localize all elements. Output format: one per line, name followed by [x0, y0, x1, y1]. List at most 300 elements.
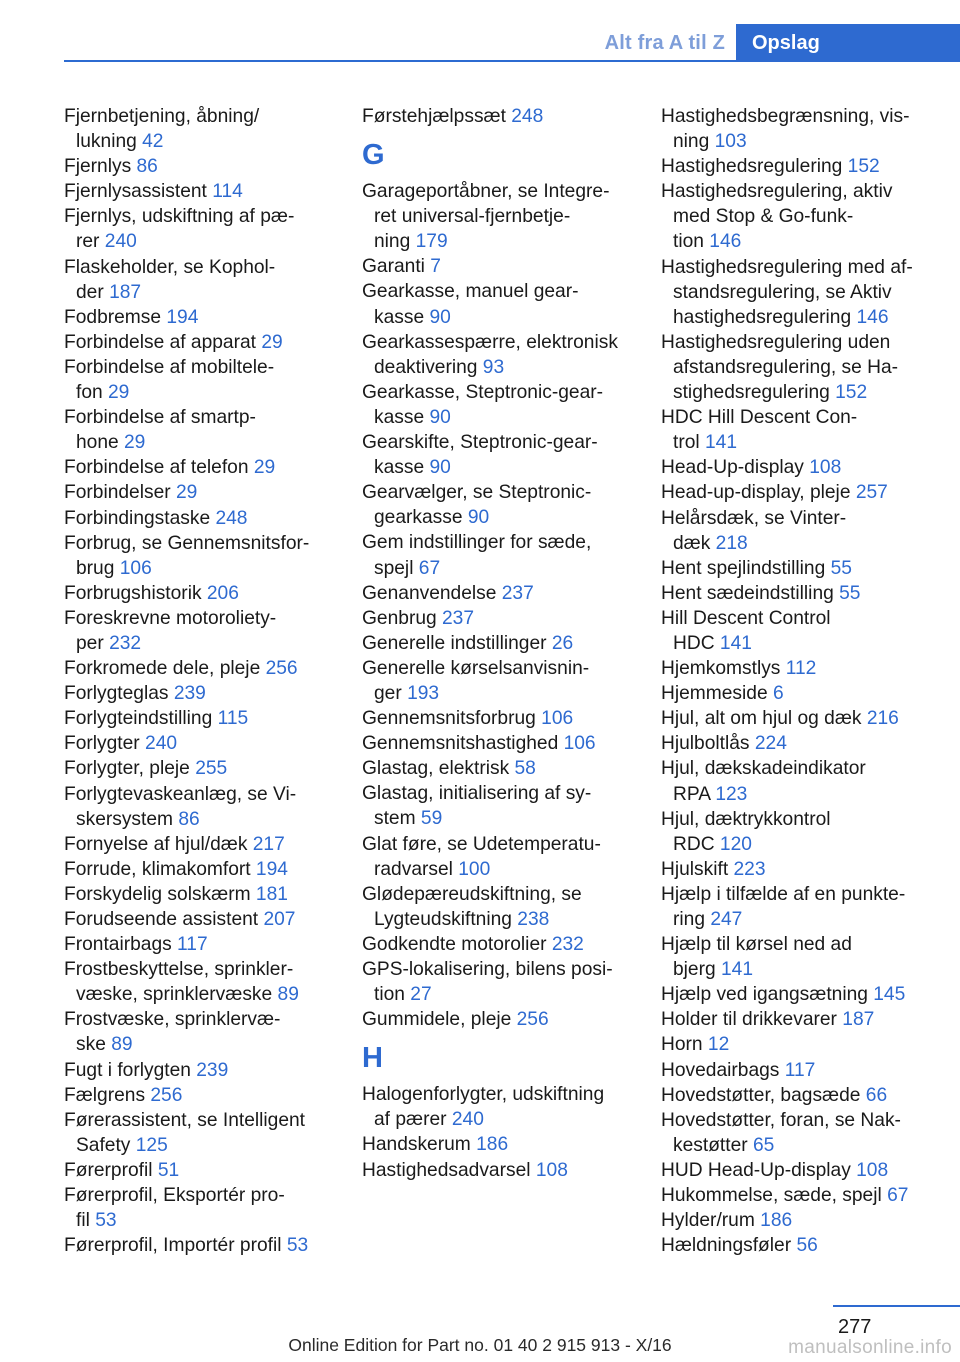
entry-text: Førerprofil, Importér profil — [64, 1235, 287, 1257]
entry-text: stighedsregulering — [673, 382, 836, 404]
entry-text: Hastighedsadvarsel — [362, 1159, 536, 1181]
entry-text: Forlygter, pleje — [64, 758, 196, 780]
page-reference-link[interactable]: 206 — [206, 582, 239, 604]
page-reference-link[interactable]: 152 — [835, 382, 868, 404]
page-reference-link[interactable]: 51 — [157, 1159, 180, 1181]
index-entry — [661, 581, 951, 606]
page-reference-link[interactable]: 42 — [142, 131, 164, 153]
index-entry — [661, 1233, 951, 1258]
page-reference-link[interactable]: 106 — [119, 557, 152, 579]
index-entry — [661, 455, 951, 480]
entry-text: gearkasse — [374, 507, 468, 529]
index-entry — [362, 756, 634, 781]
page-reference-link[interactable]: 27 — [410, 984, 432, 1006]
index-entry — [661, 480, 951, 505]
page-reference-link[interactable]: 186 — [760, 1210, 793, 1232]
page-reference-link[interactable]: 240 — [145, 733, 178, 755]
page-reference-link[interactable]: 112 — [785, 658, 817, 680]
page-reference-link[interactable]: 120 — [719, 833, 752, 855]
entry-text: der — [76, 281, 110, 303]
page-reference-link[interactable]: 186 — [476, 1134, 509, 1156]
entries-f — [64, 104, 334, 1258]
page-reference-link[interactable]: 117 — [784, 1059, 816, 1081]
entry-text: Gennemsnitshastighed — [362, 733, 564, 755]
page-reference-link[interactable]: 67 — [418, 557, 441, 579]
entry-text: Forudseende assistent — [64, 909, 264, 930]
index-entry — [661, 1032, 951, 1057]
page-reference-link[interactable]: 59 — [420, 808, 443, 830]
index-entry — [362, 656, 634, 706]
index-entry — [64, 305, 334, 330]
index-entry — [64, 1058, 334, 1083]
entry-text: spejl — [374, 557, 419, 579]
entry-text: Frontairbags — [64, 934, 178, 956]
page-reference-link[interactable]: 65 — [752, 1134, 775, 1156]
page-reference-link[interactable]: 53 — [286, 1235, 309, 1257]
entry-text: dæk — [673, 532, 716, 554]
index-entry — [661, 982, 951, 1007]
entry-text: Hent sædeindstilling — [661, 582, 840, 604]
entry-text: stem — [374, 808, 421, 830]
page-reference-link[interactable]: 12 — [707, 1034, 730, 1056]
page-reference-link[interactable]: 248 — [511, 106, 544, 127]
index-entry — [661, 506, 951, 556]
entry-text: radvarsel — [374, 858, 459, 880]
entry-text: hastighedsregulering — [673, 306, 857, 328]
page-reference-link[interactable]: 240 — [104, 231, 137, 253]
entry-text: Gearkassespærre, elektronisk — [362, 331, 618, 353]
entry-text: skersystem — [76, 808, 179, 830]
page-reference-link[interactable]: 29 — [253, 457, 276, 479]
index-entry — [661, 1158, 951, 1183]
entry-text: Forlygter — [64, 733, 146, 755]
entry-text: Hukommelse, sæde, spejl — [661, 1185, 888, 1207]
index-entry — [661, 1007, 951, 1032]
index-entry — [64, 330, 334, 355]
index-entry — [362, 781, 634, 831]
page-reference-link[interactable]: 187 — [109, 281, 142, 303]
page-reference-link[interactable]: 141 — [719, 632, 752, 654]
entry-text: Foreskrevne motoroliety- — [64, 607, 277, 629]
entry-text: Forlygteindstilling — [64, 708, 218, 730]
index-entry — [64, 405, 334, 455]
entry-text: Hylder/rum — [661, 1210, 761, 1232]
page-reference-link[interactable]: 29 — [108, 382, 130, 404]
entry-text: Glastag, elektrisk — [362, 758, 515, 780]
index-entry — [64, 882, 334, 907]
page-reference-link[interactable]: 194 — [166, 306, 199, 328]
entry-text: Hjemkomstlys — [661, 658, 786, 680]
entry-text: Generelle kørselsanvisnin- — [362, 657, 590, 679]
page-reference-link[interactable]: 117 — [177, 934, 208, 956]
page-reference-link[interactable]: 232 — [551, 933, 584, 955]
entry-text: Fjernbetjening, åbning/ — [64, 106, 260, 127]
index-entry — [64, 606, 334, 656]
entry-text: tion — [673, 231, 710, 253]
page-reference-link[interactable]: 239 — [196, 1059, 229, 1081]
page-reference-link[interactable]: 67 — [887, 1185, 909, 1207]
chapter-tab: Opslag — [736, 24, 960, 62]
index-entry — [362, 1132, 634, 1157]
entry-text: Helårsdæk, se Vinter- — [661, 507, 847, 529]
page-reference-link[interactable]: 29 — [124, 432, 146, 454]
entry-text: Head-up-display, pleje — [661, 482, 856, 504]
page-reference-link[interactable]: 152 — [847, 156, 880, 178]
entry-text: Lygteudskiftning — [374, 908, 518, 930]
index-column-2 — [362, 104, 634, 1183]
entry-text: lukning — [76, 131, 143, 153]
entry-text: Hjul, dæktrykkontrol — [661, 808, 831, 830]
index-entry — [64, 1183, 334, 1233]
page-reference-link[interactable]: 66 — [865, 1084, 888, 1106]
page-reference-link[interactable]: 247 — [710, 909, 743, 930]
entry-text: Forkromede dele, pleje — [64, 658, 266, 680]
entries-h — [362, 1082, 634, 1182]
index-entry — [362, 480, 634, 530]
index-entry — [661, 179, 951, 254]
index-entry — [362, 581, 634, 606]
index-entry — [362, 1007, 634, 1032]
index-entry — [64, 1007, 334, 1057]
page-reference-link[interactable]: 103 — [714, 131, 747, 153]
entry-text: kestøtter — [673, 1134, 753, 1156]
entry-text: Glat føre, se Udetemperatu- — [362, 833, 601, 855]
index-entry — [362, 1082, 634, 1132]
index-column-1 — [64, 104, 334, 1258]
entry-text: Forbrug, se Gennemsnitsfor- — [64, 532, 310, 554]
footer-edition: Online Edition for Part no. 01 40 2 915 913 - X/16 — [288, 1335, 672, 1355]
page-reference-link[interactable]: 145 — [873, 984, 906, 1006]
entry-text: Fugt i forlygten — [64, 1059, 197, 1081]
index-entry — [64, 1158, 334, 1183]
entry-text: Hastighedsbegrænsning, vis- — [661, 106, 910, 127]
entry-text: deaktivering — [374, 356, 483, 378]
index-entry — [661, 656, 951, 681]
page-reference-link[interactable]: 194 — [255, 858, 288, 880]
entry-text: RDC — [673, 833, 720, 855]
index-entry — [362, 882, 634, 932]
entry-text: Gem indstillinger for sæde, — [362, 532, 592, 554]
entry-text: Hastighedsregulering med af- — [661, 256, 913, 278]
index-entry — [661, 1183, 951, 1208]
index-entry — [64, 832, 334, 857]
entry-text: Glødepæreudskiftning, se — [362, 883, 582, 905]
entry-text: ret universal-fjernbetje- — [374, 206, 571, 228]
entries-g — [362, 179, 634, 1032]
page-reference-link[interactable]: 90 — [467, 507, 490, 529]
index-entry — [362, 179, 634, 254]
index-entry — [64, 355, 334, 405]
entry-text: Hældningsføler — [661, 1235, 797, 1257]
entry-text: fil — [76, 1210, 96, 1232]
entry-text: Hjælp ved igangsætning — [661, 984, 874, 1006]
section-letter-g: G — [362, 139, 385, 172]
entry-text: fon — [76, 382, 109, 404]
page-reference-link[interactable]: 141 — [705, 432, 738, 454]
index-entry — [661, 706, 951, 731]
index-entry — [64, 480, 334, 505]
page-reference-link[interactable]: 146 — [856, 306, 889, 328]
entry-text: rer — [76, 231, 105, 253]
index-entry — [64, 455, 334, 480]
page-reference-link[interactable]: 55 — [839, 582, 861, 604]
index-entry — [64, 706, 334, 731]
page-reference-link[interactable]: 223 — [733, 858, 766, 880]
entry-text: Hovedstøtter, bagsæde — [661, 1084, 866, 1106]
entry-text: Horn — [661, 1034, 708, 1056]
entry-text: Fjernlys, udskiftning af pæ- — [64, 206, 295, 228]
entry-text: Fælgrens — [64, 1084, 151, 1106]
entry-text: af pærer — [374, 1109, 452, 1131]
page-reference-link[interactable]: 146 — [709, 231, 742, 253]
page-reference-link[interactable]: 239 — [173, 683, 206, 705]
entry-text: Garanti — [362, 256, 431, 278]
section-letter-h: H — [362, 1042, 383, 1075]
index-entry — [362, 104, 634, 129]
page-reference-link[interactable]: 218 — [715, 532, 748, 554]
entry-text: Godkendte motorolier — [362, 933, 552, 955]
entry-text: Flaskeholder, se Kophol- — [64, 256, 276, 278]
entry-text: Førerprofil, Eksportér pro- — [64, 1185, 285, 1207]
entry-text: brug — [76, 557, 120, 579]
index-entry — [661, 681, 951, 706]
index-entry — [64, 731, 334, 756]
entry-text: kasse — [374, 457, 430, 479]
page-reference-link[interactable]: 115 — [217, 708, 249, 730]
entry-text: Genanvendelse — [362, 582, 502, 604]
page-reference-link[interactable]: 90 — [429, 406, 451, 428]
section-title: Alt fra A til Z — [604, 32, 725, 54]
index-entry — [362, 832, 634, 882]
entry-text: kasse — [374, 406, 430, 428]
entry-text: Hjul, alt om hjul og dæk — [661, 708, 867, 730]
entry-text: Generelle indstillinger — [362, 632, 552, 654]
entry-text: Gearkasse, manuel gear- — [362, 281, 579, 303]
entry-text: Førerprofil — [64, 1159, 158, 1181]
entry-text: Hovedstøtter, foran, se Nak- — [661, 1109, 901, 1131]
entry-text: Førstehjælpssæt — [362, 106, 512, 127]
index-entry — [661, 1058, 951, 1083]
index-entry — [362, 380, 634, 430]
index-entry — [661, 556, 951, 581]
entry-text: Forlygtevaskeanlæg, se Vi- — [64, 783, 297, 805]
page-reference-link[interactable]: 106 — [541, 708, 574, 730]
index-entry — [661, 756, 951, 806]
index-entry — [362, 254, 634, 279]
entry-text: Hastighedsregulering, aktiv — [661, 181, 893, 203]
index-entry — [64, 179, 334, 204]
page-reference-link[interactable]: 100 — [458, 858, 491, 880]
index-entry — [661, 731, 951, 756]
entry-text: Fodbremse — [64, 306, 167, 328]
page-reference-link[interactable]: 106 — [563, 733, 596, 755]
entry-text: trol — [673, 432, 705, 454]
index-entry — [362, 932, 634, 957]
index-entry — [64, 506, 334, 531]
entry-text: Hjul, dækskadeindikator — [661, 758, 866, 780]
index-entry — [362, 706, 634, 731]
entry-text: per — [76, 632, 110, 654]
page-reference-link[interactable]: 89 — [277, 984, 299, 1006]
entry-text: Forbindelse af mobiltele- — [64, 356, 275, 378]
entry-text: ning — [374, 231, 416, 253]
entry-text: Fjernlysassistent — [64, 181, 213, 203]
index-entry — [64, 104, 334, 154]
page-reference-link[interactable]: 224 — [754, 733, 787, 755]
page-reference-link[interactable]: 29 — [175, 482, 198, 504]
page-reference-link[interactable]: 216 — [866, 708, 899, 730]
index-entry — [661, 154, 951, 179]
page-reference-link[interactable]: 193 — [407, 682, 440, 704]
page-reference-link[interactable]: 248 — [215, 507, 248, 529]
page-reference-link[interactable]: 55 — [830, 557, 852, 579]
entry-text: ning — [673, 131, 715, 153]
page-reference-link[interactable]: 256 — [150, 1084, 183, 1106]
page-reference-link[interactable]: 108 — [535, 1159, 568, 1181]
page-reference-link[interactable]: 256 — [265, 658, 298, 680]
page-reference-link[interactable]: 181 — [255, 883, 288, 905]
page-reference-link[interactable]: 237 — [501, 582, 534, 604]
entry-text: afstandsregulering, se Ha- — [673, 356, 899, 378]
entry-text: Hovedairbags — [661, 1059, 785, 1081]
index-entry — [64, 154, 334, 179]
index-entry — [661, 104, 951, 154]
index-entry — [661, 1083, 951, 1108]
index-entry — [661, 606, 951, 656]
page-reference-link[interactable]: 90 — [429, 306, 451, 328]
entry-text: Safety — [76, 1134, 136, 1156]
page-reference-link[interactable]: 53 — [95, 1210, 117, 1232]
index-entry — [64, 1233, 334, 1258]
entry-text: Forskydelig solskærm — [64, 883, 256, 905]
page-reference-link[interactable]: 89 — [111, 1034, 133, 1056]
entry-text: Hjulskift — [661, 858, 734, 880]
entry-text: Fornyelse af hjul/dæk — [64, 833, 253, 855]
page-reference-link[interactable]: 217 — [252, 833, 285, 855]
page-reference-link[interactable]: 90 — [429, 457, 451, 479]
index-column-3 — [661, 104, 951, 1258]
index-entry — [661, 932, 951, 982]
index-entry — [64, 932, 334, 957]
page-reference-link[interactable]: 141 — [721, 959, 754, 981]
entry-text: med Stop & Go-funk- — [673, 206, 854, 228]
entry-text: bjerg — [673, 959, 721, 981]
index-entry — [362, 430, 634, 480]
entry-text: Forbindelse af apparat — [64, 331, 262, 353]
entry-text: Hjemmeside — [661, 683, 773, 705]
page-reference-link[interactable]: 29 — [261, 331, 283, 353]
page-reference-link[interactable]: 58 — [514, 758, 536, 780]
entry-text: Gearskifte, Steptronic-gear- — [362, 432, 598, 454]
page-reference-link[interactable]: 114 — [212, 181, 243, 203]
page-reference-link[interactable]: 108 — [809, 457, 842, 479]
page-reference-link[interactable]: 123 — [715, 783, 748, 805]
entry-text: Glastag, initialisering af sy- — [362, 783, 592, 805]
entry-text: standsregulering, se Aktiv — [673, 281, 892, 303]
index-entry — [64, 581, 334, 606]
entry-text: GPS-lokalisering, bilens posi- — [362, 959, 613, 980]
index-entry — [661, 330, 951, 405]
entry-text: Gearvælger, se Steptronic- — [362, 482, 592, 504]
entry-text: Forbindelse af smartp- — [64, 407, 256, 429]
page-reference-link[interactable]: 125 — [135, 1134, 168, 1156]
entry-text: Forbindelse af telefon — [64, 457, 254, 479]
index-entry — [362, 606, 634, 631]
entry-text: Frostvæske, sprinklervæ- — [64, 1009, 281, 1031]
entry-text: ring — [673, 909, 711, 930]
entry-text: Førerassistent, se Intelligent — [64, 1109, 306, 1131]
entry-text: Forbrugshistorik — [64, 582, 207, 604]
page-reference-link[interactable]: 179 — [415, 231, 448, 253]
index-entry — [362, 731, 634, 756]
index-entry — [661, 1208, 951, 1233]
entry-text: Forlygteglas — [64, 683, 174, 705]
index-entry — [64, 857, 334, 882]
page-reference-link[interactable]: 256 — [516, 1009, 549, 1031]
index-entry — [64, 681, 334, 706]
page-reference-link[interactable]: 86 — [136, 156, 158, 178]
entry-text: Forrude, klimakomfort — [64, 858, 256, 880]
entry-text: kasse — [374, 306, 430, 328]
page-reference-link[interactable]: 86 — [178, 808, 200, 830]
page-reference-link[interactable]: 6 — [772, 683, 784, 705]
index-entry — [64, 1108, 334, 1158]
index-entry — [661, 1108, 951, 1158]
page-reference-link[interactable]: 26 — [551, 632, 574, 654]
page-reference-link[interactable]: 56 — [796, 1235, 818, 1257]
page-reference-link[interactable]: 7 — [430, 256, 441, 278]
page-reference-link[interactable]: 255 — [195, 758, 228, 780]
page-reference-link[interactable]: 108 — [856, 1159, 889, 1181]
footer-rule — [833, 1305, 960, 1307]
entry-text: Fjernlys — [64, 156, 137, 178]
entry-text: Gearkasse, Steptronic-gear- — [362, 381, 604, 403]
index-entry — [661, 807, 951, 857]
entry-text: Hjælp i tilfælde af en punkte- — [661, 883, 906, 905]
entries-h-continued — [661, 104, 951, 1258]
entry-text: ger — [374, 682, 408, 704]
index-entry — [661, 405, 951, 455]
entry-text: Hjulboltlås — [661, 733, 755, 755]
entry-text: Genbrug — [362, 607, 443, 629]
entry-text: Hent spejlindstilling — [661, 557, 831, 579]
page-reference-link[interactable]: 240 — [451, 1109, 484, 1131]
entry-text: ske — [76, 1034, 112, 1056]
entry-text: hone — [76, 432, 125, 454]
page-reference-link[interactable]: 207 — [263, 909, 296, 930]
index-entry — [362, 631, 634, 656]
entry-text: tion — [374, 984, 411, 1006]
entry-text: Hjælp til kørsel ned ad — [661, 934, 852, 956]
index-entry — [661, 882, 951, 932]
entry-text: Garageportåbner, se Integre- — [362, 181, 610, 203]
page-reference-link[interactable]: 93 — [482, 356, 505, 378]
entry-text: HDC Hill Descent Con- — [661, 407, 858, 429]
page-reference-link[interactable]: 238 — [517, 908, 550, 930]
index-entry — [362, 1158, 634, 1183]
index-entry — [661, 255, 951, 330]
index-entry — [362, 530, 634, 580]
page-reference-link[interactable]: 237 — [442, 607, 475, 629]
index-entry — [64, 1083, 334, 1108]
index-entry — [64, 756, 334, 781]
index-entry — [64, 782, 334, 832]
page-reference-link[interactable]: 257 — [855, 482, 888, 504]
entry-text: Forbindingstaske — [64, 507, 216, 529]
page-reference-link[interactable]: 187 — [842, 1009, 875, 1031]
page-reference-link[interactable]: 232 — [109, 632, 142, 654]
page-number: 277 — [838, 1316, 872, 1338]
